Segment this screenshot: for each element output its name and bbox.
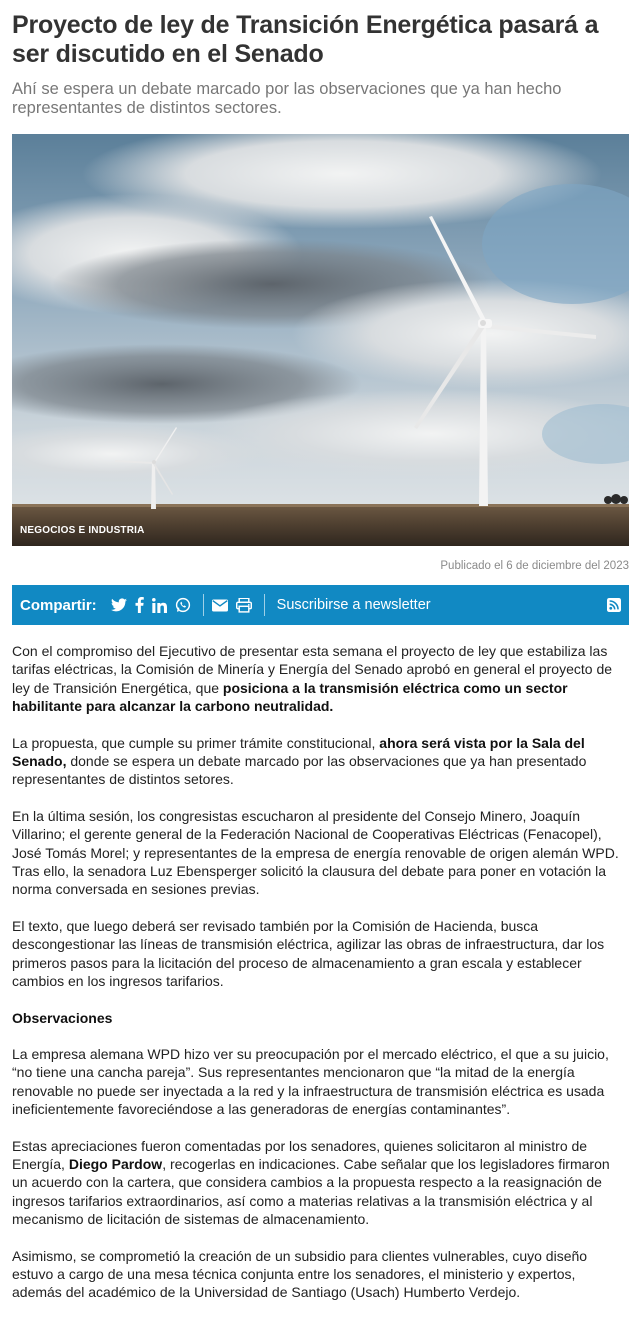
facebook-icon[interactable]	[135, 595, 144, 615]
paragraph: El texto, que luego deberá ser revisado también por la Comisión de Hacienda, busca descongestionar las líneas de transmisión eléctrica, agilizar las obras de infraestructura, dar los primeros pasos para la licitación del proceso de almacenamiento a gran escala y establecer cambios en los ingresos tarifarios.	[12, 917, 605, 990]
divider	[203, 594, 204, 616]
paragraph: Con el compromiso del Ejecutivo de presentar esta semana el proyecto de ley que estabiliza las tarifas eléctricas, la Comisión de Minería y Energía del Senado aprobó en general el proyecto de ley de Transición Energética, que posiciona a la transmisión eléctrica como un sector habilitante para alcanzar la carbono neutralidad.	[12, 643, 613, 715]
bold-phrase: posiciona a la transmisión eléctrica como un sector habilitante para alcanzar la carbono neutralidad.	[12, 679, 568, 715]
paragraph: Estas apreciaciones fueron comentadas por los senadores, quienes solicitaron al ministro de Energía, Diego Pardow, recogerlas en indicaciones. Cabe señalar que los legisladores firmaron un acuerdo con la cartera, que considera cambios a la propuesta respecto a la reasignación de ingresos tarifarios extraordinarios, así como a materias relativas a la transmisión eléctrica y al mecanismo de licitación de sistemas de almacenamiento.	[12, 1137, 610, 1228]
twitter-icon[interactable]	[111, 595, 127, 615]
hero-image	[12, 134, 629, 546]
article-title: Proyecto de ley de Transición Energética pasará a ser discutido en el Senado	[12, 11, 599, 68]
share-bar	[12, 585, 629, 625]
paragraph: Asimismo, se comprometió la creación de un subsidio para clientes vulnerables, cuyo diseño estuvo a cargo de una mesa técnica conjunta entre los senadores, el ministerio y expertos, además del académico de la Universidad de Santiago (Usach) Humberto Verdejo.	[12, 1247, 588, 1301]
bold-phrase: Diego Pardow	[68, 1155, 163, 1172]
publish-date: Publicado el 6 de diciembre del 2023	[440, 560, 629, 572]
share-label: Compartir:	[20, 596, 97, 614]
paragraph: En la última sesión, los congresistas escucharon al presidente del Consejo Minero, Joaquín Villarino; el gerente general de la Federación Nacional de Cooperativas Eléctricas (Fenacopel), José Tomás Morel; y representantes de la empresa de energía renovable de origen alemán WPD. Tras ello, la senadora Luz Ebensperger solicitó la clausura del debate para poner en votación la norma conversada en sesiones previas.	[12, 807, 619, 898]
wind-turbines-photo	[12, 134, 629, 546]
bold-phrase: ahora será vista por la Sala del Senado,	[12, 734, 585, 770]
print-icon[interactable]	[236, 595, 252, 615]
newsletter-link[interactable]: Suscribirse a newsletter	[276, 597, 431, 613]
divider	[264, 594, 265, 616]
whatsapp-icon[interactable]	[175, 595, 191, 615]
rss-icon[interactable]	[607, 598, 621, 612]
article-body	[12, 642, 629, 1302]
email-icon[interactable]	[212, 595, 228, 615]
section-heading: Observaciones	[12, 1009, 113, 1026]
linkedin-icon[interactable]	[152, 595, 167, 615]
paragraph: La propuesta, que cumple su primer trámite constitucional, ahora será vista por la Sala del Senado, donde se espera un debate marcado por las observaciones que ya han presentado representantes de distintos setores.	[12, 734, 587, 788]
paragraph: La empresa alemana WPD hizo ver su preocupación por el mercado eléctrico, el que a su juicio, “no tiene una cancha pareja”. Sus representantes mencionaron que “la mitad de la energía renovable no puede ser inyectada a la red y la infraestructura de transmisión eléctrica es usada ineficientemente favoreciéndose a las generadoras de energías contaminantes”.	[12, 1045, 609, 1118]
article-subtitle: Ahí se espera un debate marcado por las observaciones que ya han hecho representantes de distintos sectores.	[12, 80, 562, 117]
category-tag[interactable]: NEGOCIOS E INDUSTRIA	[20, 525, 145, 536]
